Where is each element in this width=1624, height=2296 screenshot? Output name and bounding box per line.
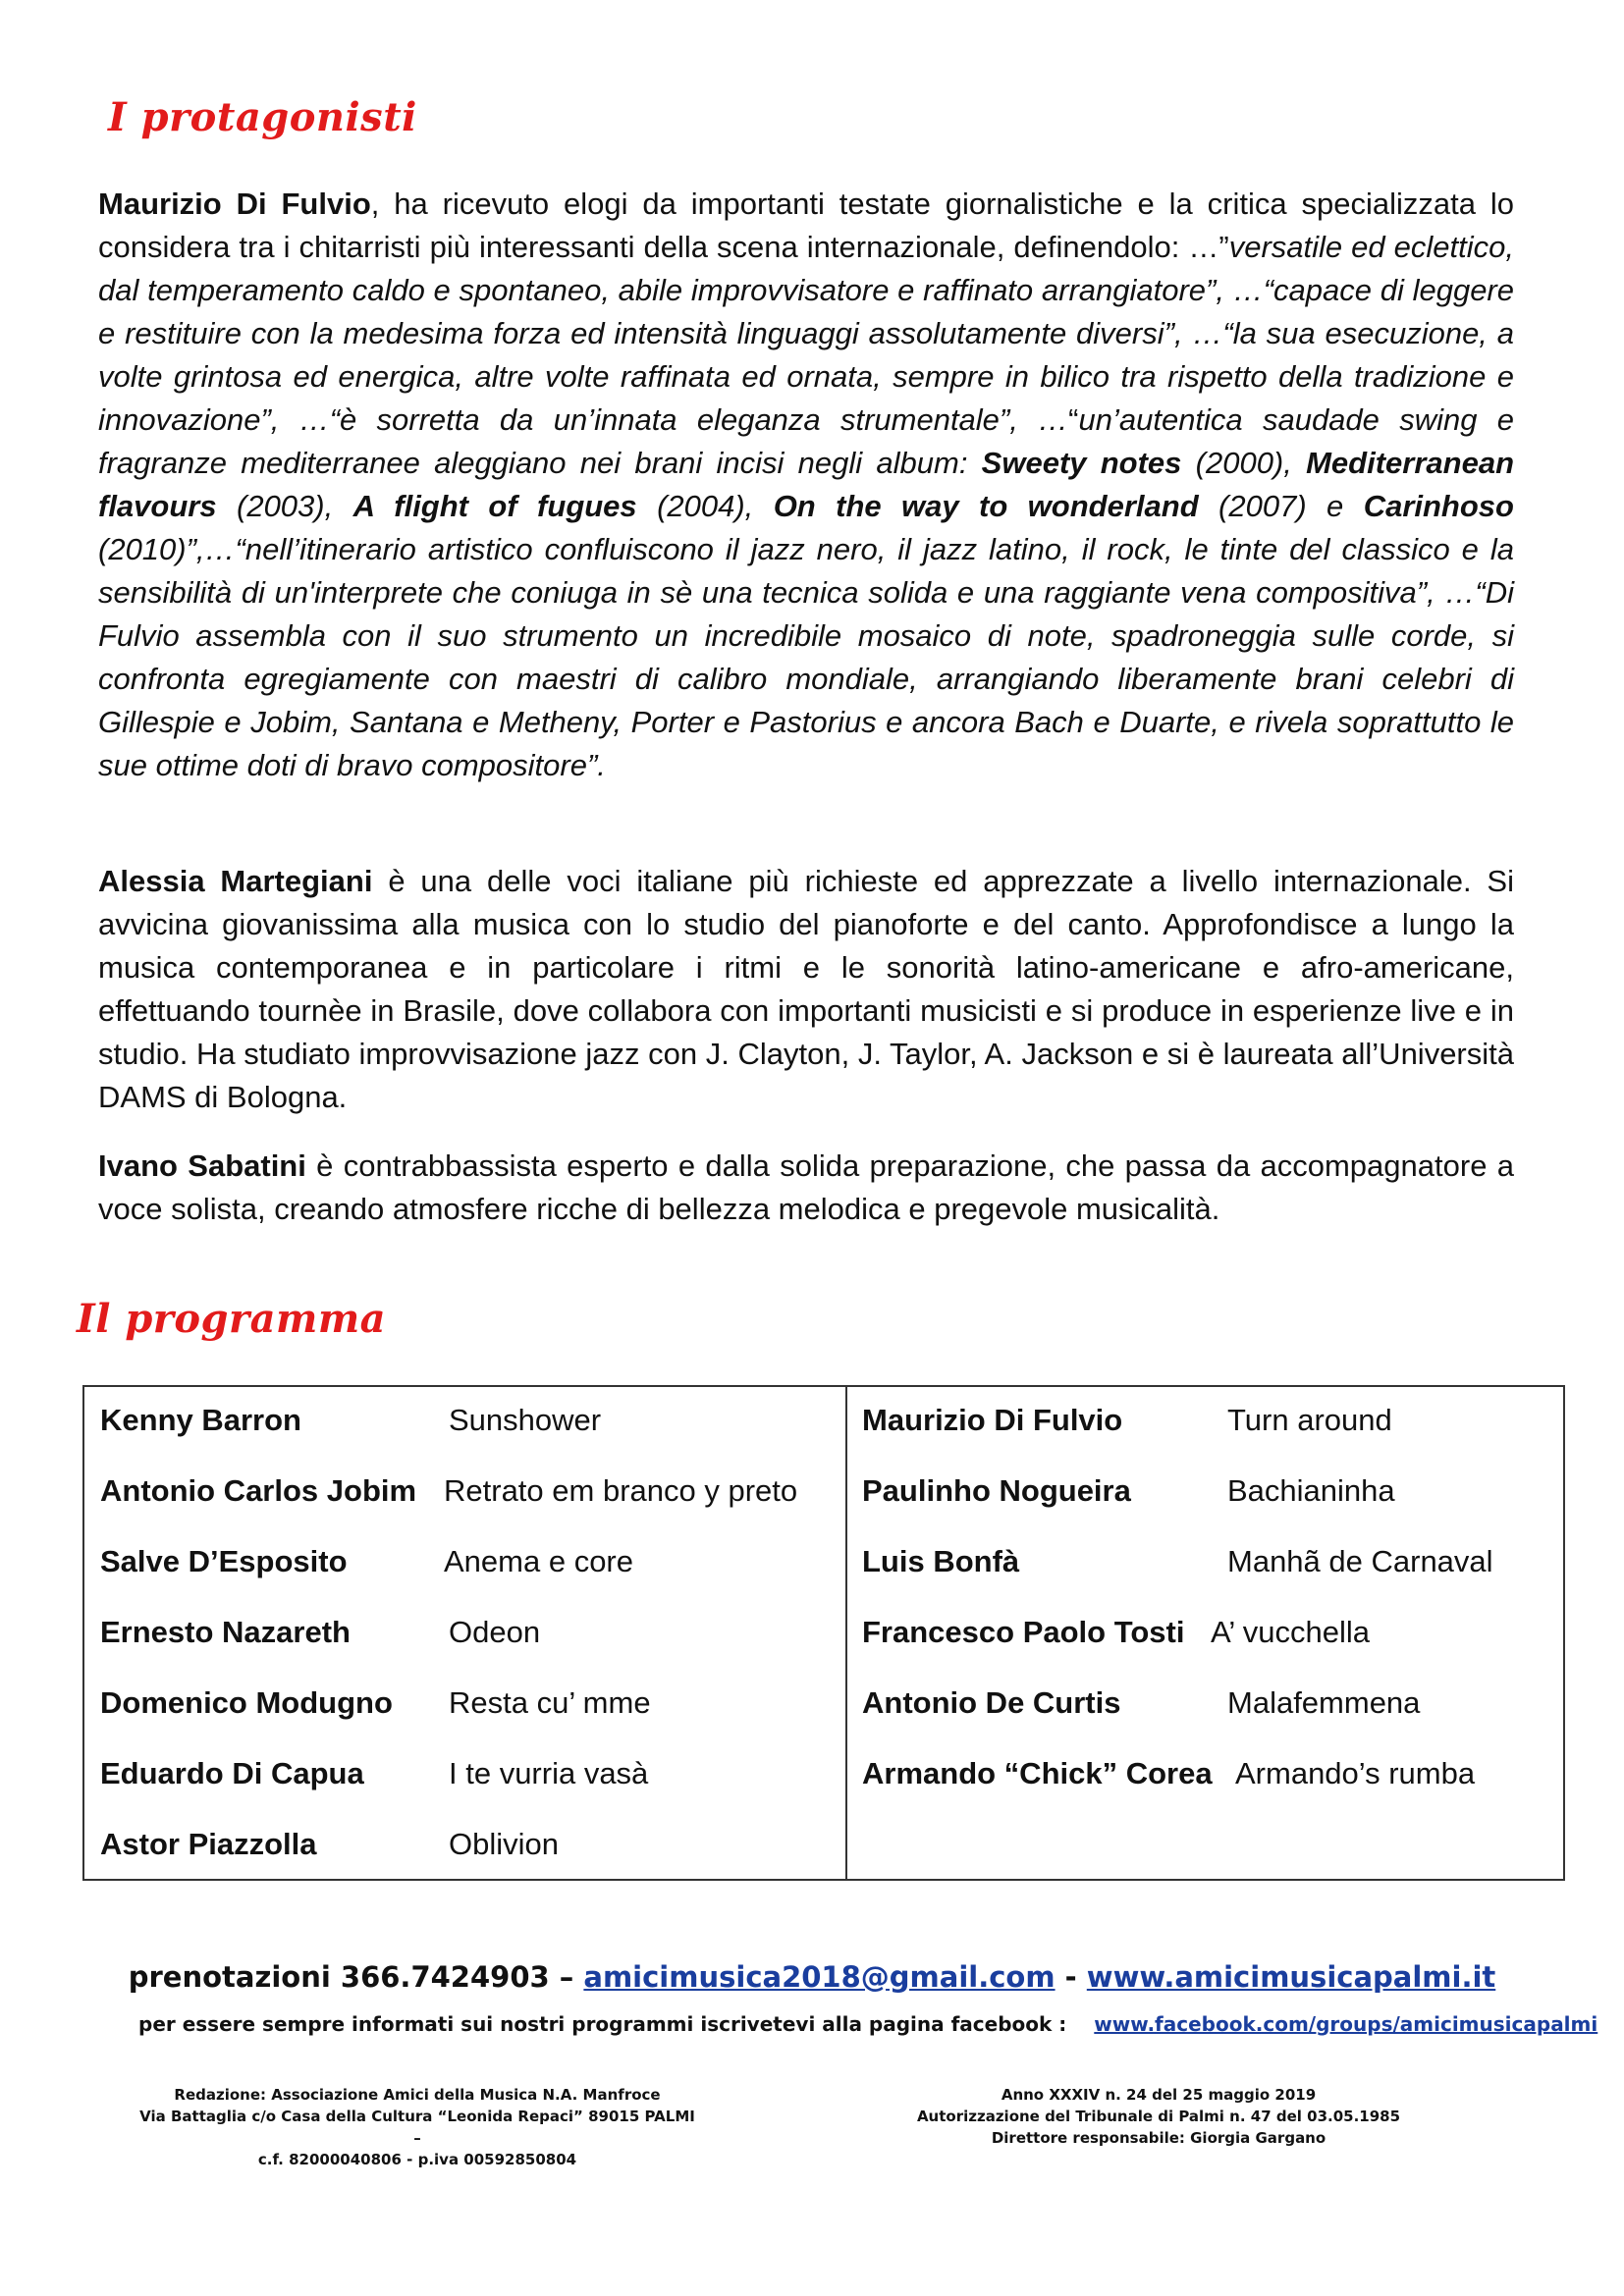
album-year: (2007) e (1198, 489, 1364, 523)
table-divider (845, 1387, 847, 1879)
colophon-line: Anno XXXIV n. 24 del 25 maggio 2019 (1001, 2086, 1317, 2104)
colophon-registration (874, 2084, 1443, 2149)
bio-maurizio-di-fulvio (98, 183, 1514, 787)
album-title: On the way to wonderland (773, 489, 1199, 523)
bio-name: Ivano Sabatini (98, 1148, 306, 1183)
piece: Malafemmena (1227, 1685, 1421, 1720)
piece: Oblivion (449, 1827, 559, 1861)
composer: Francesco Paolo Tosti (862, 1615, 1185, 1649)
composer: Eduardo Di Capua (100, 1756, 364, 1790)
piece: A’ vucchella (1211, 1615, 1370, 1649)
bio-text: , ha ricevuto elogi da importanti testate giornalistiche e la critica specializzata lo considera tra i chitarristi più interessanti della scena internazionale, definendolo: …” (98, 187, 1514, 264)
bio-quote: versatile ed eclettico, dal temperamento caldo e spontaneo, abile improvvisatore e raffinato arrangiatore”, …“capace di leggere e restituire con la medesima forza ed intensità linguaggi assolutamente diversi”, …“la sua esecuzione, a volte grintosa ed energica, altre volte raffinata ed ornata, sempre in bilico tra rispetto della tradizione e innovazione”, …“è sorretta da un’innata eleganza strumentale”, … (98, 230, 1514, 437)
colophon-line: Autorizzazione del Tribunale di Palmi n. 47 del 03.05.1985 (916, 2108, 1401, 2125)
piece: Bachianinha (1227, 1473, 1395, 1508)
composer: Paulinho Nogueira (862, 1473, 1131, 1508)
facebook-text: per essere sempre informati sui nostri programmi iscrivetevi alla pagina facebook : (138, 2012, 1067, 2036)
piece: Armando’s rumba (1235, 1756, 1476, 1790)
composer: Maurizio Di Fulvio (862, 1403, 1123, 1437)
composer: Antonio Carlos Jobim (100, 1473, 417, 1508)
album-year: (2000), (1181, 446, 1307, 480)
program-table (82, 1385, 1565, 1881)
facebook-line (138, 2012, 1597, 2036)
composer: Domenico Modugno (100, 1685, 393, 1720)
piece: Turn around (1227, 1403, 1392, 1437)
composer: Salve D’Esposito (100, 1544, 348, 1578)
bio-text: è una delle voci italiane più richieste ed apprezzate a livello internazionale. Si avvicina giovanissima alla musica con lo studio del pianoforte e del canto. Approfondisce a lungo la musica contemporanea e in particolare i ritmi e le sonorità latino-americane e afro-americane, effettuando tournèe in Brasile, dove collabora con importanti musicisti e si produce in esperienze live e in studio. Ha studiato improvvisazione jazz con J. Clayton, J. Taylor, A. Jackson e si è laureata all’Università DAMS di Bologna. (98, 864, 1514, 1114)
composer: Armando “Chick” Corea (862, 1756, 1213, 1790)
bio-ivano-sabatini (98, 1145, 1514, 1231)
album-title: Mediterranean flavours (98, 446, 1515, 523)
piece: Odeon (449, 1615, 541, 1649)
album-year: (2003), (216, 489, 353, 523)
heading-program: Il programma (77, 1296, 387, 1342)
composer: Ernesto Nazareth (100, 1615, 351, 1649)
piece: Anema e core (444, 1544, 633, 1578)
piece: Retrato em branco y preto (444, 1473, 798, 1508)
bio-text: è contrabbassista esperto e dalla solida preparazione, che passa da accompagnatore a voce solista, creando atmosfere ricche di bellezza melodica e pregevole musicalità. (98, 1148, 1514, 1226)
piece: Resta cu’ mme (449, 1685, 651, 1720)
colophon-line: Direttore responsabile: Giorgia Gargano (991, 2129, 1326, 2147)
composer: Kenny Barron (100, 1403, 301, 1437)
piece: I te vurria vasà (449, 1756, 649, 1790)
website-link[interactable]: www.amicimusicapalmi.it (1086, 1960, 1496, 1994)
composer: Antonio De Curtis (862, 1685, 1121, 1720)
piece: Manhã de Carnaval (1227, 1544, 1493, 1578)
colophon-line: Redazione: Associazione Amici della Musica N.A. Manfroce (174, 2086, 661, 2104)
bio-quote: (2010)”,…“nell’itinerario artistico confluiscono il jazz nero, il jazz latino, il rock, le tinte del classico e la sensibilità di un'interprete che coniuga in sè una tecnica solida e una raggiante vena compositiva”, …“Di Fulvio assembla con il suo strumento un incredibile mosaico di note, spadroneggia sulle corde, si confronta egregiamente con maestri di calibro mondiale, arrangiando liberamente brani celebri di Gillespie e Jobim, Santana e Metheny, Porter e Pastorius e ancora Bach e Duarte, e rivela soprattutto le sue ottime doti di bravo compositore”. (98, 532, 1514, 782)
colophon-editorial (137, 2084, 697, 2170)
composer: Luis Bonfà (862, 1544, 1020, 1578)
booking-line (0, 1960, 1624, 1994)
bio-text: “ (1068, 402, 1079, 437)
piece: Sunshower (449, 1403, 602, 1437)
bio-quote: un’autentica saudade swing e fragranze mediterranee aleggiano nei brani incisi negli album: (98, 402, 1514, 480)
heading-protagonists: I protagonisti (108, 94, 417, 140)
album-title: Sweety notes (981, 446, 1182, 480)
colophon-line: Via Battaglia c/o Casa della Cultura “Leonida Repaci” 89015 PALMI – (139, 2108, 695, 2147)
bio-name: Alessia Martegiani (98, 864, 373, 898)
booking-phone: prenotazioni 366.7424903 – (128, 1960, 584, 1994)
email-link[interactable]: amicimusica2018@gmail.com (583, 1960, 1056, 1994)
album-title: A flight of fugues (352, 489, 637, 523)
album-title: Carinhoso (1363, 489, 1514, 523)
colophon-line: c.f. 82000040806 - p.iva 00592850804 (257, 2151, 577, 2168)
facebook-link[interactable]: www.facebook.com/groups/amicimusicapalmi (1094, 2012, 1598, 2036)
bio-alessia-martegiani (98, 860, 1514, 1119)
bio-name: Maurizio Di Fulvio (98, 187, 371, 221)
album-year: (2004), (636, 489, 774, 523)
booking-separator: - (1055, 1960, 1087, 1994)
composer: Astor Piazzolla (100, 1827, 317, 1861)
